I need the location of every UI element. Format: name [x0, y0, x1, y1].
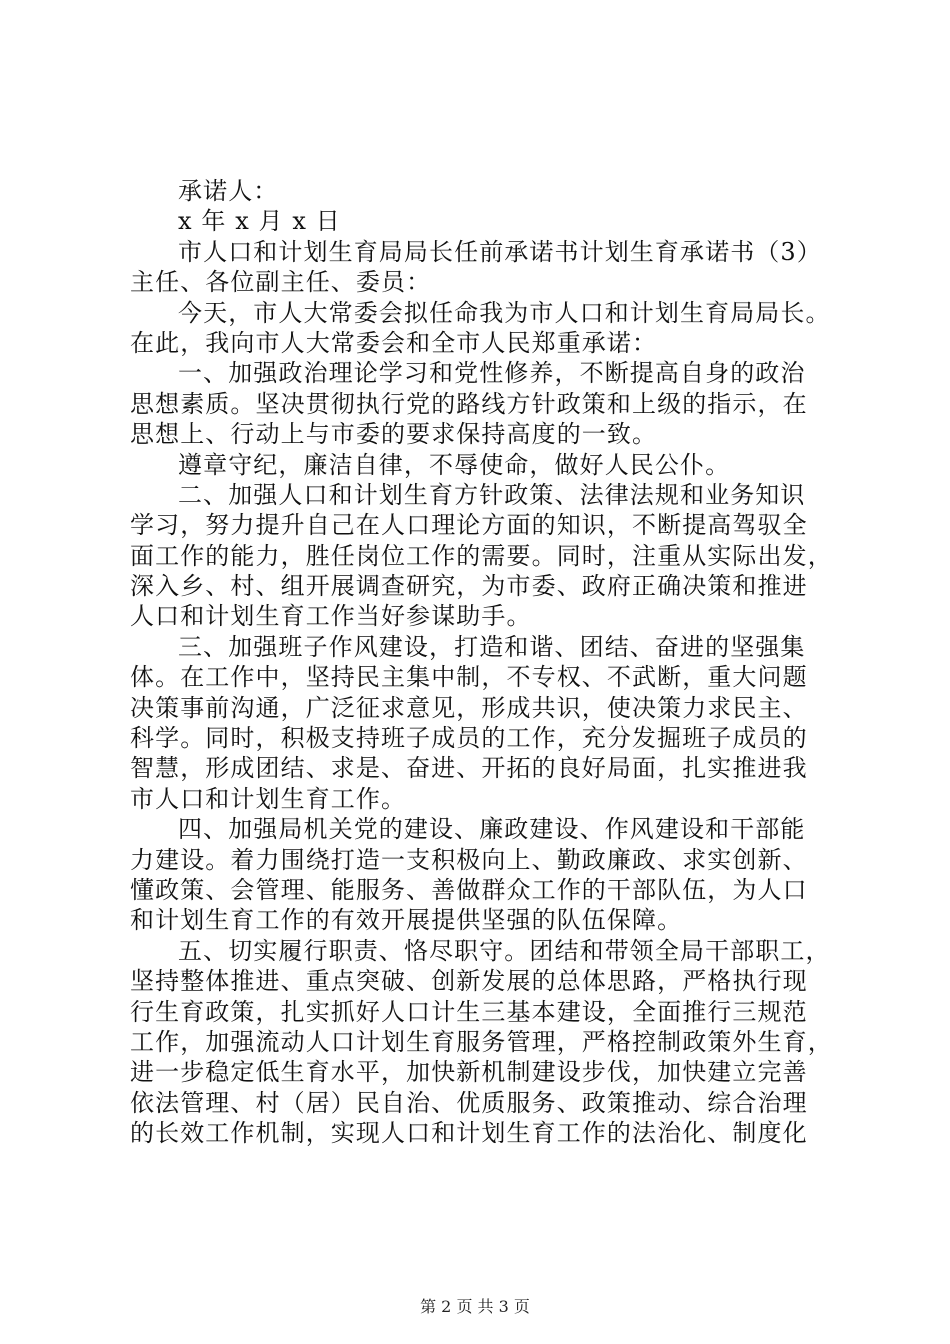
text-line: 工作，加强流动人口计划生育服务管理，严格控制政策外生育，	[130, 1027, 833, 1056]
date-line: x 年 x 月 x 日	[178, 207, 341, 236]
signatory-line: 承诺人：	[178, 177, 279, 205]
text-line: 二、加强人口和计划生育方针政策、法律法规和业务知识	[178, 480, 806, 509]
text-line: 坚持整体推进、重点突破、创新发展的总体思路，严格执行现	[130, 967, 808, 996]
text-line: 智慧，形成团结、求是、奋进、开拓的良好局面，扎实推进我	[130, 754, 808, 783]
text-line: 遵章守纪，廉洁自律，不辱使命，做好人民公仆。	[178, 450, 731, 479]
text-line: 懂政策、会管理、能服务、善做群众工作的干部队伍，为人口	[130, 875, 808, 904]
text-line: 深入乡、村、组开展调查研究，为市委、政府正确决策和推进	[130, 572, 808, 601]
text-line: 五、切实履行职责、恪尽职守。团结和带领全局干部职工，	[178, 936, 831, 965]
text-line: 一、加强政治理论学习和党性修养，不断提高自身的政治	[178, 359, 806, 388]
text-line: 行生育政策，扎实抓好人口计生三基本建设，全面推行三规范	[130, 997, 808, 1026]
text-line: 今天，市人大常委会拟任命我为市人口和计划生育局局长。	[178, 298, 831, 327]
text-line: 学习，努力提升自己在人口理论方面的知识，不断提高驾驭全	[130, 511, 808, 540]
document-body	[130, 176, 833, 1149]
text-line: 和计划生育工作的有效开展提供坚强的队伍保障。	[130, 906, 683, 935]
text-line: 市人口和计划生育工作。	[130, 784, 407, 813]
text-line: 在此，我向市人大常委会和全市人民郑重承诺：	[130, 328, 658, 357]
text-line: 科学。同时，积极支持班子成员的工作，充分发掘班子成员的	[130, 724, 808, 753]
text-line: 决策事前沟通，广泛征求意见，形成共识，使决策力求民主、	[130, 693, 808, 722]
text-line: 三、加强班子作风建设，打造和谐、团结、奋进的坚强集	[178, 632, 806, 661]
text-line: 人口和计划生育工作当好参谋助手。	[130, 602, 532, 631]
page-number-footer: 第 2 页 共 3 页	[420, 1297, 530, 1316]
text-line: 四、加强局机关党的建设、廉政建设、作风建设和干部能	[178, 815, 806, 844]
text-line: 体。在工作中，坚持民主集中制，不专权、不武断，重大问题	[130, 663, 808, 692]
text-line: 思想上、行动上与市委的要求保持高度的一致。	[130, 420, 658, 449]
document-heading: 市人口和计划生育局局长任前承诺书计划生育承诺书（3）	[178, 237, 822, 266]
text-line: 力建设。着力围绕打造一支积极向上、勤政廉政、求实创新、	[130, 845, 808, 874]
text-line: 面工作的能力，胜任岗位工作的需要。同时，注重从实际出发，	[130, 541, 833, 570]
text-line: 进一步稳定低生育水平，加快新机制建设步伐，加快建立完善	[130, 1058, 808, 1087]
text-line: 的长效工作机制，实现人口和计划生育工作的法治化、制度化	[130, 1119, 808, 1148]
text-line: 依法管理、村（居）民自治、优质服务、政策推动、综合治理	[130, 1088, 808, 1117]
salutation: 主任、各位副主任、委员：	[130, 268, 432, 297]
text-line: 思想素质。坚决贯彻执行党的路线方针政策和上级的指示，在	[130, 389, 808, 418]
